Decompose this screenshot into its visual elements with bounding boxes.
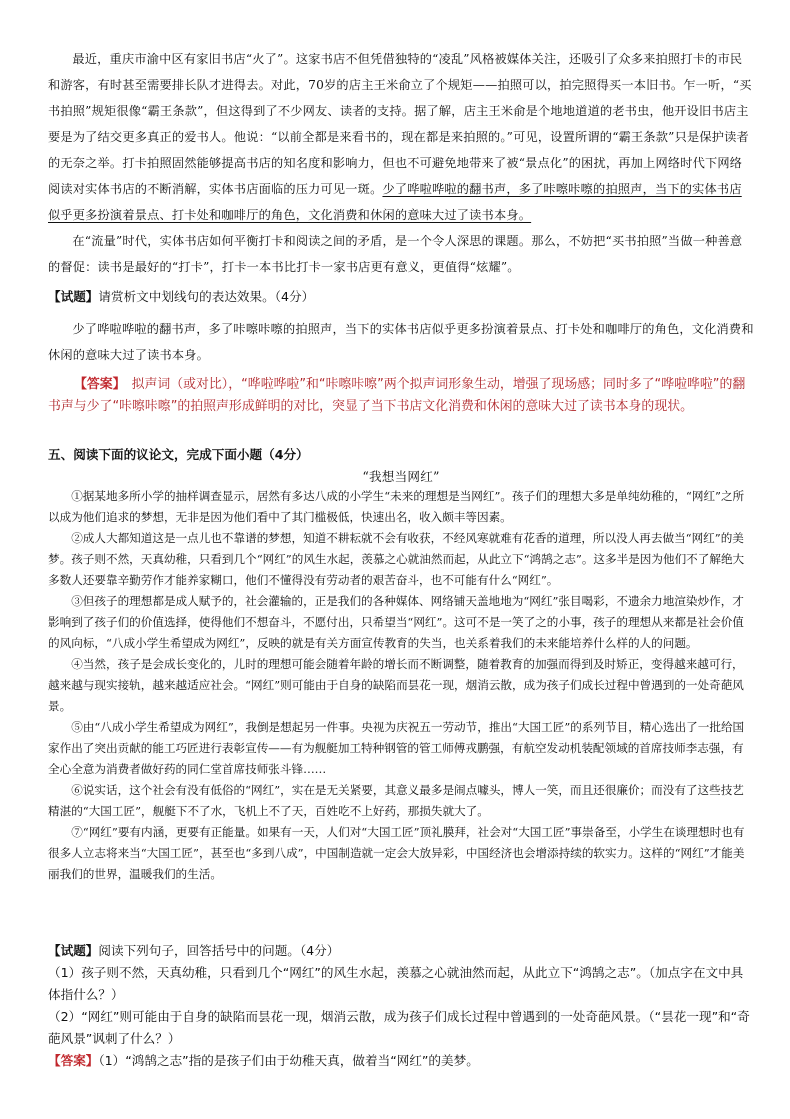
answer-label: 【答案】 — [48, 1053, 99, 1068]
question1-answer — [48, 374, 754, 418]
question2-text: 阅读下列句子，回答括号中的问题。（4分） — [98, 943, 340, 958]
underlined-sentence: 少了哗啦哗啦的翻书声，多了咔嚓咔嚓的拍照声，当下的实体书店似乎更多扮演着景点、打卡处和咖啡厅的角色，文化消费和休闲的意味大过了读书本身。 — [48, 182, 742, 222]
essay-paragraph: ②成人大都知道这是一点儿也不靠谱的梦想，知道不耕耘就不会有收获，不经风寒就难有花香的道理，所以没人再去做当“网红”的美梦。孩子则不然，天真幼稚，只看到几个“网红”的风生水起，羡慕之心就油然而起，从此立下“鸿鹄之志”。这多半是因为他们不了解绝大多数人还要靠辛勤劳作才能养家糊口，他们不懂得没有劳动者的艰苦奋斗，也不可能有什么“网红”。 — [48, 531, 745, 587]
essay-paragraph: ④当然，孩子是会成长变化的，儿时的理想可能会随着年龄的增长而不断调整，随着教育的加强而得到及时矫正，变得越来越可行，越来越与现实接轨，越来越适应社会。“网红”则可能由于自身的缺陷而昙花一现，烟消云散，成为孩子们成长过程中曾遇到的一处奇葩风景。 — [48, 657, 744, 713]
question2-answer — [48, 1050, 754, 1072]
answer-label: 【答案】 — [74, 377, 126, 392]
answer-text: 拟声词（或对比），“哗啦哗啦”和“咔嚓咔嚓”两个拟声词形象生动，增强了现场感；同时多了“哗啦哗啦”的翻书声与少了“咔嚓咔嚓”的拍照声形成鲜明的对比，突显了当下书店文化消费和休闲的意味大过了读书本身的现状。 — [48, 377, 746, 414]
question1-label: 【试题】 — [48, 289, 99, 304]
essay-paragraph: ③但孩子的理想都是成人赋予的，社会灌输的，正是我们的各种媒体、网络铺天盖地地为“网红”张目喝彩，不遗余力地渲染炒作，才影响到了孩子们的价值选择，使得他们不想奋斗，不愿付出，只希望当“网红”。这可不是一笑了之的小事，孩子的理想从来都是社会价值的风向标，“八成小学生希望成为网红”，反映的就是有关方面宣传教育的失当，也关系着我们的未来能培养什么样的人的问题。 — [48, 594, 744, 650]
essay-paragraph: ①据某地多所小学的抽样调查显示，居然有多达八成的小学生“未来的理想是当网红”。孩子们的理想大多是单纯幼稚的，“网红”之所以成为他们追求的梦想，无非是因为他们看中了其门槛极低，快速出名，收入颇丰等因素。 — [48, 489, 745, 524]
essay-paragraph: ⑦“网红”要有内涵，更要有正能量。如果有一天，人们对“大国工匠”顶礼膜拜，社会对“大国工匠”事崇备至，小学生在谈理想时也有很多人立志将来当“大国工匠”，甚至也“多到八成”，中国制造就一定会大放异彩，中国经济也会增添持续的软实力。这样的“网红”才能美丽我们的世界，温暖我们的生活。 — [48, 825, 745, 881]
question1-text: 请赏析文中划线句的表达效果。（4分） — [98, 289, 315, 304]
essay-body — [48, 486, 754, 885]
answer-text: （1）“鸿鹄之志”指的是孩子们由于幼稚天真，做着当“网红”的美梦。 — [98, 1053, 479, 1068]
question2-label: 【试题】 — [48, 943, 99, 958]
essay-paragraph: ⑤由“八成小学生希望成为网红”，我倒是想起另一件事。央视为庆祝五一劳动节，推出“大国工匠”的系列节目，精心选出了一批给国家作出了突出贡献的能工巧匠进行表彰宣传——有为舰艇加工特种钢管的管工师傅戎鹏强，有航空发动机装配领域的首席技师李志强，有全心全意为消费者做好药的同仁堂首席技师张斗锋…… — [48, 720, 745, 776]
question2-item2: （2）“网红”则可能由于自身的缺陷而昙花一现，烟消云散，成为孩子们成长过程中曾遇到的一处奇葩风景。（“昙花一现”和“奇葩风景”讽刺了什么？） — [48, 1009, 750, 1046]
essay-paragraph: ⑥说实话，这个社会有没有低俗的“网红”，实在是无关紧要，其意义最多是闹点噱头，博人一笑，而且还很廉价；而没有了这些技艺精湛的“大国工匠”，舰艇下不了水，飞机上不了天，百姓吃不上好药，那损失就大了。 — [48, 783, 744, 818]
question2 — [48, 940, 754, 1072]
question1-prompt — [48, 286, 754, 308]
passage1-paragraph1 — [48, 46, 754, 228]
passage1-paragraph2: 在“流量”时代，实体书店如何平衡打卡和阅读之间的矛盾，是一个令人深思的课题。那么，不妨把“买书拍照”当做一种善意的督促：读书是最好的“打卡”，打卡一本书比打卡一家书店更有意义，更值得“炫耀”。 — [48, 234, 743, 274]
question2-prompt — [48, 940, 754, 962]
question2-item1: （1）孩子则不然，天真幼稚，只看到几个“网红”的风生水起，羡慕之心就油然而起，从此立下“鸿鹄之志”。（加点字在文中具体指什么？） — [48, 965, 744, 1002]
essay-title: “我想当网红” — [362, 469, 440, 484]
section5-heading: 五、阅读下面的议论文，完成下面小题（4分） — [48, 447, 309, 462]
passage1-text: 最近，重庆市渝中区有家旧书店“火了”。这家书店不但凭借独特的“凌乱”风格被媒体关注，还吸引了众多来拍照打卡的市民和游客，有时甚至需要排长队才进得去。对此，70岁的店主王米俞立了个规矩——拍照可以，拍完照得买一本旧书。乍一听，“买书拍照”规矩很像“霸王条款”，但这得到了不少网友、读者的支持。据了解，店主王米俞是个地地道道的老书虫，他开设旧书店主要是为了结交更多真正的爱书人。他说：“以前全都是来看书的，现在都是来拍照的。”可见，设置所谓的“霸王条款”只是保护读者的无奈之举。打卡拍照固然能够提高书店的知名度和影响力，但也不可避免地带来了被“景点化”的困扰，再加上网络时代下网络阅读对实体书店的不断消解，实体书店面临的压力可见一斑。 — [48, 52, 752, 196]
question1-quote: 少了哗啦哗啦的翻书声，多了咔嚓咔嚓的拍照声，当下的实体书店似乎更多扮演着景点、打卡处和咖啡厅的角色，文化消费和休闲的意味大过了读书本身。 — [48, 322, 754, 362]
